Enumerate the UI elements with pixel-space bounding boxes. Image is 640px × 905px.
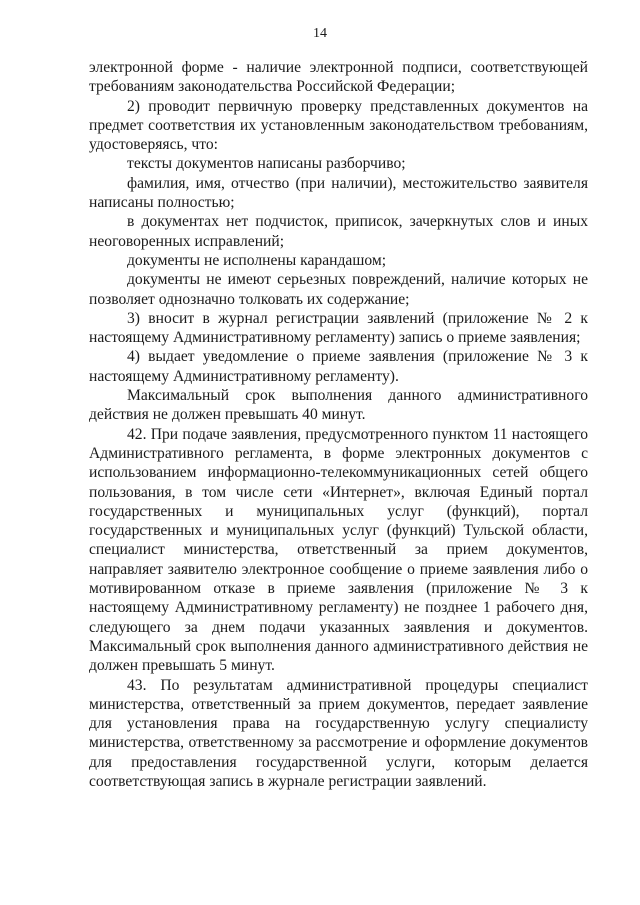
- paragraph: фамилия, имя, отчество (при наличии), местожительство заявителя написаны полностью;: [89, 174, 588, 212]
- paragraph: в документах нет подчисток, приписок, зачеркнутых слов и иных неоговоренных исправлений;: [89, 213, 588, 250]
- paragraph: документы не исполнены карандашом;: [127, 251, 387, 269]
- document-body: [89, 58, 588, 791]
- paragraph: тексты документов написаны разборчиво;: [127, 155, 406, 173]
- paragraph: 43. По результатам административной процедуры специалист министерства, ответственный за прием документов, передает заявление для установления права на государственную услугу специалисту министерства, ответственному за рассмотрение и оформление документов для предоставления государственной услуги, которым делается соответствующая запись в журнале регистрации заявлений.: [89, 676, 588, 790]
- paragraph: 42. При подаче заявления, предусмотренного пунктом 11 настоящего Административного регламента, в форме электронных документов с использованием информационно-телекоммуникационных сетей общего пользования, в том числе сети «Интернет», включая Единый портал государственных и муниципальных услуг (функций), портал государственных и муниципальных услуг (функций) Тульской области, специалист министерства, ответственный за прием документов, направляет заявителю электронное сообщение о приеме заявления либо о мотивированном отказе в приеме заявления (приложение № 3 к настоящему Административному регламенту) не позднее 1 рабочего дня, следующего за днем подачи указанных заявления и документов. Максимальный срок выполнения данного административного действия не должен превышать 5 минут.: [89, 425, 588, 675]
- paragraph: Максимальный срок выполнения данного административного действия не должен превышать 40 минут.: [89, 387, 588, 424]
- page-number: 14: [313, 26, 327, 41]
- paragraph: 3) вносит в журнал регистрации заявлений (приложение № 2 к настоящему Административному регламенту) запись о приеме заявления;: [89, 309, 588, 347]
- paragraph: 2) проводит первичную проверку представленных документов на предмет соответствия их установленным законодательством требованиям, удостоверяясь, что:: [89, 97, 588, 154]
- paragraph: 4) выдает уведомление о приеме заявления (приложение № 3 к настоящему Административному регламенту).: [89, 348, 588, 385]
- paragraph: документы не имеют серьезных повреждений, наличие которых не позволяет однозначно толковать их содержание;: [89, 271, 588, 308]
- paragraph: электронной форме - наличие электронной подписи, соответствующей требованиям законодательства Российской Федерации;: [89, 59, 588, 96]
